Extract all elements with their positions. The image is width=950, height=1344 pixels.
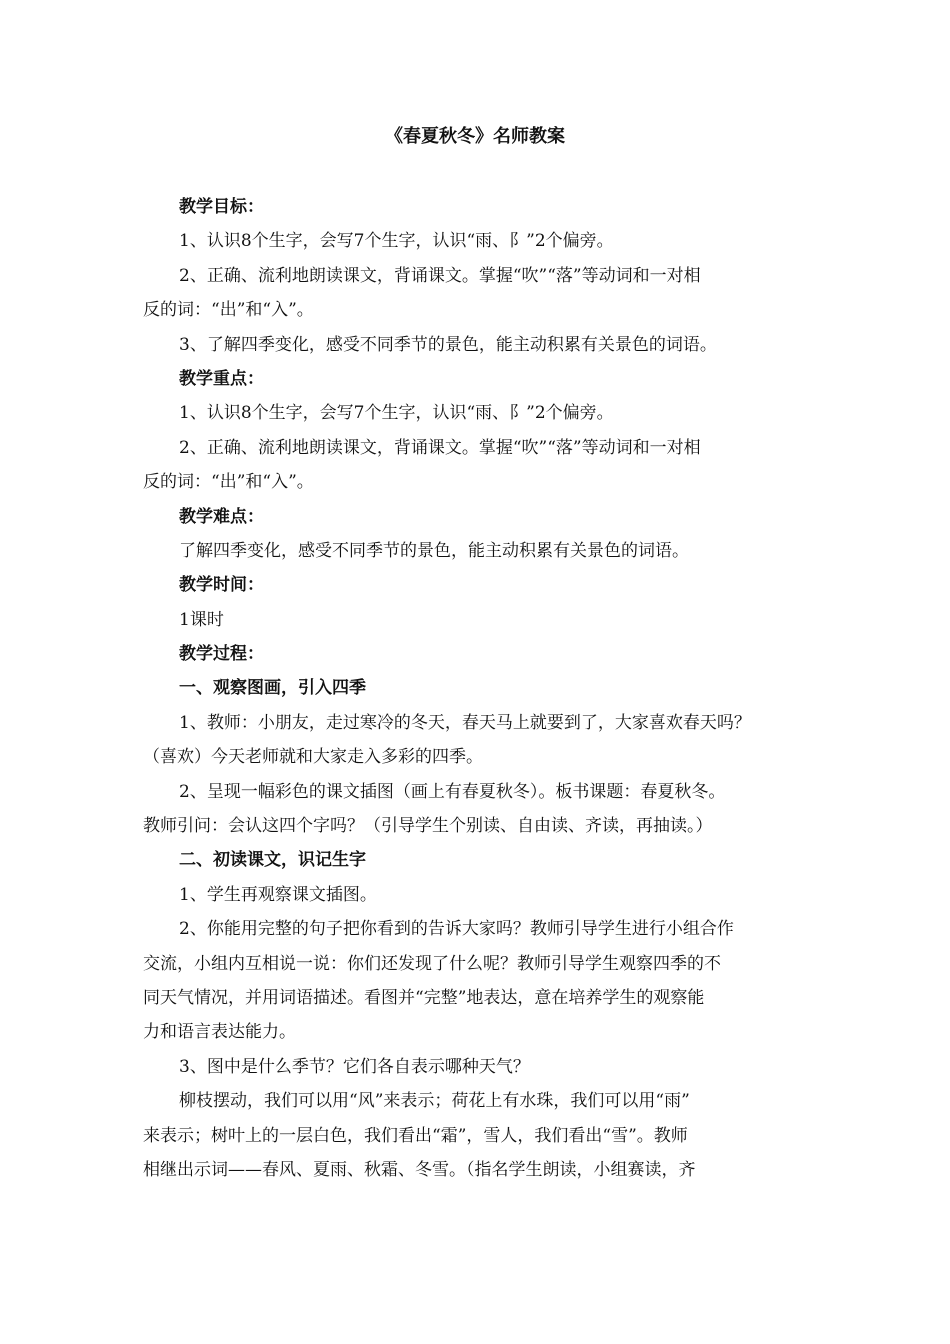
paragraph-line: 来表示；树叶上的一层白色，我们看出“霜”，雪人，我们看出“雪”。教师 xyxy=(143,1125,688,1146)
paragraph-line: 2、你能用完整的句子把你看到的告诉大家吗？教师引导学生进行小组合作 xyxy=(179,919,734,940)
section-heading: 教学过程： xyxy=(179,644,264,665)
section-heading: 一、观察图画，引入四季 xyxy=(179,678,366,699)
paragraph-line: （喜欢）今天老师就和大家走入多彩的四季。 xyxy=(143,747,483,768)
paragraph-line: 同天气情况，并用词语描述。看图并“完整”地表达，意在培养学生的观察能 xyxy=(143,987,705,1008)
document-title: 《春夏秋冬》名师教案 xyxy=(385,126,565,147)
paragraph-line: 1、认识8个生字，会写7个生字，认识“雨、阝”2个偏旁。 xyxy=(179,403,614,424)
section-heading: 教学难点： xyxy=(179,506,264,527)
paragraph-line: 2、正确、流利地朗读课文，背诵课文。掌握“吹”“落”等动词和一对相 xyxy=(179,437,701,458)
paragraph-line: 柳枝摆动，我们可以用“风”来表示；荷花上有水珠，我们可以用“雨” xyxy=(179,1091,690,1112)
section-heading: 教学目标： xyxy=(179,197,264,217)
paragraph-line: 了解四季变化，感受不同季节的景色，能主动积累有关景色的词语。 xyxy=(179,540,689,561)
paragraph-line: 3、图中是什么季节？它们各自表示哪种天气？ xyxy=(179,1056,530,1077)
paragraph-line: 力和语言表达能力。 xyxy=(143,1022,296,1043)
paragraph-line: 1、学生再观察课文插图。 xyxy=(179,884,377,905)
section-heading: 教学重点： xyxy=(179,368,264,389)
paragraph-line: 反的词：“出”和“入”。 xyxy=(143,300,314,321)
paragraph-line: 3、了解四季变化，感受不同季节的景色，能主动积累有关景色的词语。 xyxy=(179,334,717,355)
paragraph-line: 教师引问：会认这四个字吗？（引导学生个别读、自由读、齐读，再抽读。） xyxy=(143,816,713,837)
section-heading: 二、初读课文，识记生字 xyxy=(179,850,366,871)
document-body xyxy=(143,190,807,1187)
paragraph-line: 1课时 xyxy=(179,609,224,630)
paragraph-line: 1、认识8个生字，会写7个生字，认识“雨、阝”2个偏旁。 xyxy=(179,231,614,252)
paragraph-line: 2、正确、流利地朗读课文，背诵课文。掌握“吹”“落”等动词和一对相 xyxy=(179,265,701,286)
paragraph-line: 2、呈现一幅彩色的课文插图（画上有春夏秋冬）。板书课题：春夏秋冬。 xyxy=(179,781,726,802)
paragraph-line: 反的词：“出”和“入”。 xyxy=(143,472,314,493)
paragraph-line: 交流，小组内互相说一说：你们还发现了什么呢？教师引导学生观察四季的不 xyxy=(143,953,721,974)
paragraph-line: 1、教师：小朋友，走过寒冷的冬天，春天马上就要到了，大家喜欢春天吗？ xyxy=(179,712,751,733)
paragraph-line: 相继出示词——春风、夏雨、秋霜、冬雪。（指名学生朗读，小组赛读，齐 xyxy=(143,1159,696,1180)
section-heading: 教学时间： xyxy=(179,575,264,596)
